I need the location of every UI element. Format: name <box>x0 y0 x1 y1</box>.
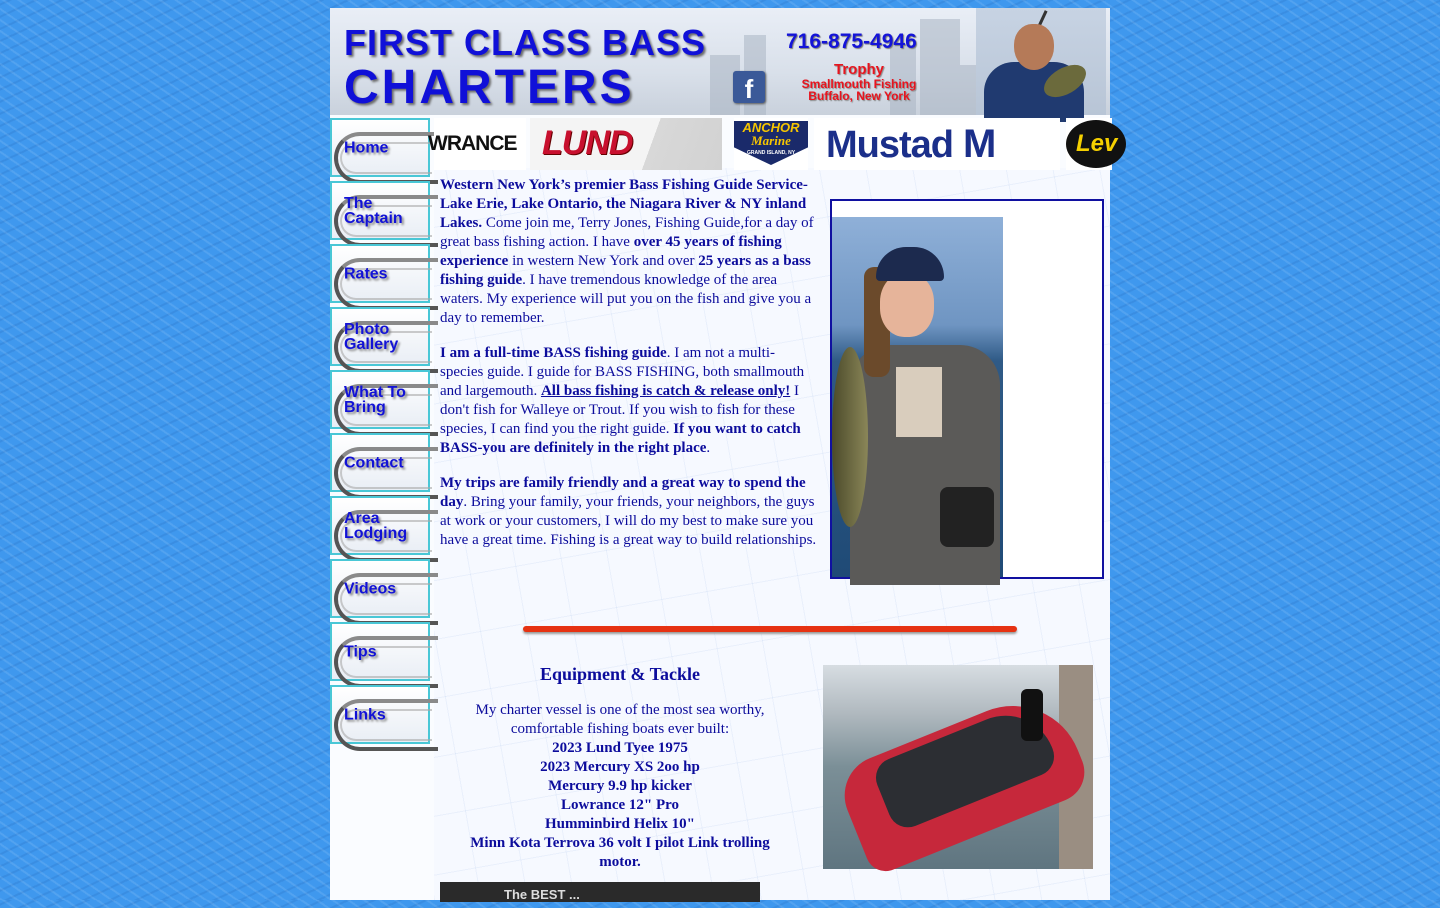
mustad-logo[interactable] <box>814 118 1060 170</box>
face-shape <box>880 273 934 337</box>
header-banner <box>330 8 1110 115</box>
skyline-building <box>960 65 976 115</box>
page-container <box>330 8 1118 902</box>
equipment-section <box>460 664 780 872</box>
intro-text-span: . I have tremendous knowledge of the area waters. My experience will put you on the fish and give you a day to remember. <box>440 272 812 326</box>
intro-text <box>440 176 818 566</box>
nav-label: Photo Gallery <box>344 320 399 353</box>
equipment-item: 2023 Lund Tyee 1975 <box>552 740 688 756</box>
featured-photo-frame <box>830 199 1104 579</box>
nav-label: Home <box>344 139 389 156</box>
shirt-shape <box>896 367 942 437</box>
intro-text-span: . <box>706 440 711 456</box>
equipment-item: Lowrance 12" Pro <box>560 797 680 813</box>
equipment-title: Equipment & Tackle <box>539 664 701 684</box>
anchor-logo-text: GRAND ISLAND, NY <box>746 150 796 156</box>
outboard-motor-shape <box>1021 689 1043 741</box>
nav-tips-button[interactable] <box>330 622 430 681</box>
nav-photo-gallery-button[interactable] <box>330 307 430 366</box>
nav-links-button[interactable] <box>330 685 430 744</box>
nav-label: The Captain <box>344 194 403 227</box>
nav-label: Tips <box>344 643 377 660</box>
equipment-item: Humminbird Helix 10" <box>544 816 695 832</box>
nav-contact-button[interactable] <box>330 433 430 492</box>
equipment-description: My charter vessel is one of the most sea worthy, comfortable fishing boats ever built: <box>475 702 765 737</box>
intro-bold: If you want to catch BASS-you are definitely in the right place <box>440 421 801 456</box>
lowrance-logo[interactable]: WRANCE <box>434 118 526 170</box>
intro-paragraph-1 <box>440 176 818 328</box>
tagline-line1: Trophy <box>833 61 884 78</box>
nav-label: Links <box>344 706 386 723</box>
intro-paragraph-2 <box>440 344 818 458</box>
nav-area-lodging-button[interactable] <box>330 496 430 555</box>
intro-text-span: . I am not a multi-species guide. I guide for BASS FISHING, both smallmouth and largemouth. <box>440 345 805 399</box>
nav-label: Area Lodging <box>344 509 408 542</box>
intro-bold: I am a full-time BASS fishing guide <box>440 345 667 361</box>
lews-logo[interactable] <box>1066 118 1118 170</box>
nav-home-button[interactable] <box>330 118 430 177</box>
lund-logo[interactable]: LUND <box>530 118 722 170</box>
lews-logo-text: Lev <box>1066 120 1126 168</box>
intro-text-span: . Bring your family, your friends, your neighbors, the guys at work or your customers, I will do my best to make sure you have a great time. Fishing is a great way to build relationships. <box>440 494 817 548</box>
nav-videos-button[interactable] <box>330 559 430 618</box>
tagline-line2: Smallmouth Fishing <box>801 77 917 91</box>
side-navigation <box>330 118 434 748</box>
tagline-line3: Buffalo, New York <box>808 89 910 103</box>
anchor-logo-text: Marine <box>751 133 791 148</box>
nav-label: Contact <box>344 454 404 471</box>
nav-label: Videos <box>344 580 397 597</box>
video-embed[interactable]: The BEST ... <box>440 882 760 902</box>
site-title-line1: FIRST CLASS BASS <box>344 22 707 63</box>
mustad-logo-text: Mustad <box>826 124 953 166</box>
equipment-item: Minn Kota Terrova 36 volt I pilot Link trolling motor. <box>470 835 770 870</box>
intro-text-span: in western New York and over <box>508 253 699 269</box>
catch-release-link[interactable]: All bass fishing is catch & release only! <box>540 383 791 399</box>
anchor-marine-logo[interactable] <box>734 118 808 170</box>
fishing-reel-shape <box>940 487 994 547</box>
intro-text-span: I don't fish for Walleye or Trout. If you wish to fish for these species, I can find you the right guide. <box>440 383 800 437</box>
bass-fish-shape <box>832 347 868 527</box>
intro-text-span: Come join me, Terry Jones, Fishing Guide,for a day of great bass fishing action. I have <box>440 215 814 250</box>
phone-number: 716-875-4946 <box>786 30 917 53</box>
equipment-item: Mercury 9.9 hp kicker <box>548 778 692 794</box>
nav-what-to-bring-button[interactable] <box>330 370 430 429</box>
captain-face-shape <box>1014 24 1054 70</box>
facebook-icon[interactable]: f <box>733 71 765 103</box>
captain-holding-bass-photo <box>976 8 1106 115</box>
mustad-mark-icon: M <box>963 122 996 166</box>
intro-bold: 25 years as a bass fishing guide <box>440 253 811 288</box>
sponsor-logo-strip <box>428 118 1118 170</box>
intro-paragraph-3 <box>440 474 818 550</box>
anchor-logo-text: ANCHOR <box>742 120 800 135</box>
nav-rates-button[interactable] <box>330 244 430 303</box>
header-tagline <box>778 62 940 102</box>
nav-captain-button[interactable] <box>330 181 430 240</box>
section-divider <box>523 626 1017 632</box>
intro-bold: My trips are family friendly and a great way to spend the day <box>440 475 806 510</box>
charter-boat-photo[interactable] <box>823 665 1093 869</box>
nav-label: Rates <box>344 265 388 282</box>
cap-shape <box>876 247 944 281</box>
equipment-item: 2023 Mercury XS 2oo hp <box>540 759 700 775</box>
nav-label: What To Bring <box>344 383 406 416</box>
angler-with-smallmouth-photo[interactable] <box>832 217 1003 577</box>
site-title-line2: CHARTERS <box>344 61 635 114</box>
intro-bold: Western New York’s premier Bass Fishing Guide Service-Lake Erie, Lake Ontario, the Niagara River & NY inland Lakes. <box>440 177 808 231</box>
intro-bold: over 45 years of fishing experience <box>440 234 782 269</box>
